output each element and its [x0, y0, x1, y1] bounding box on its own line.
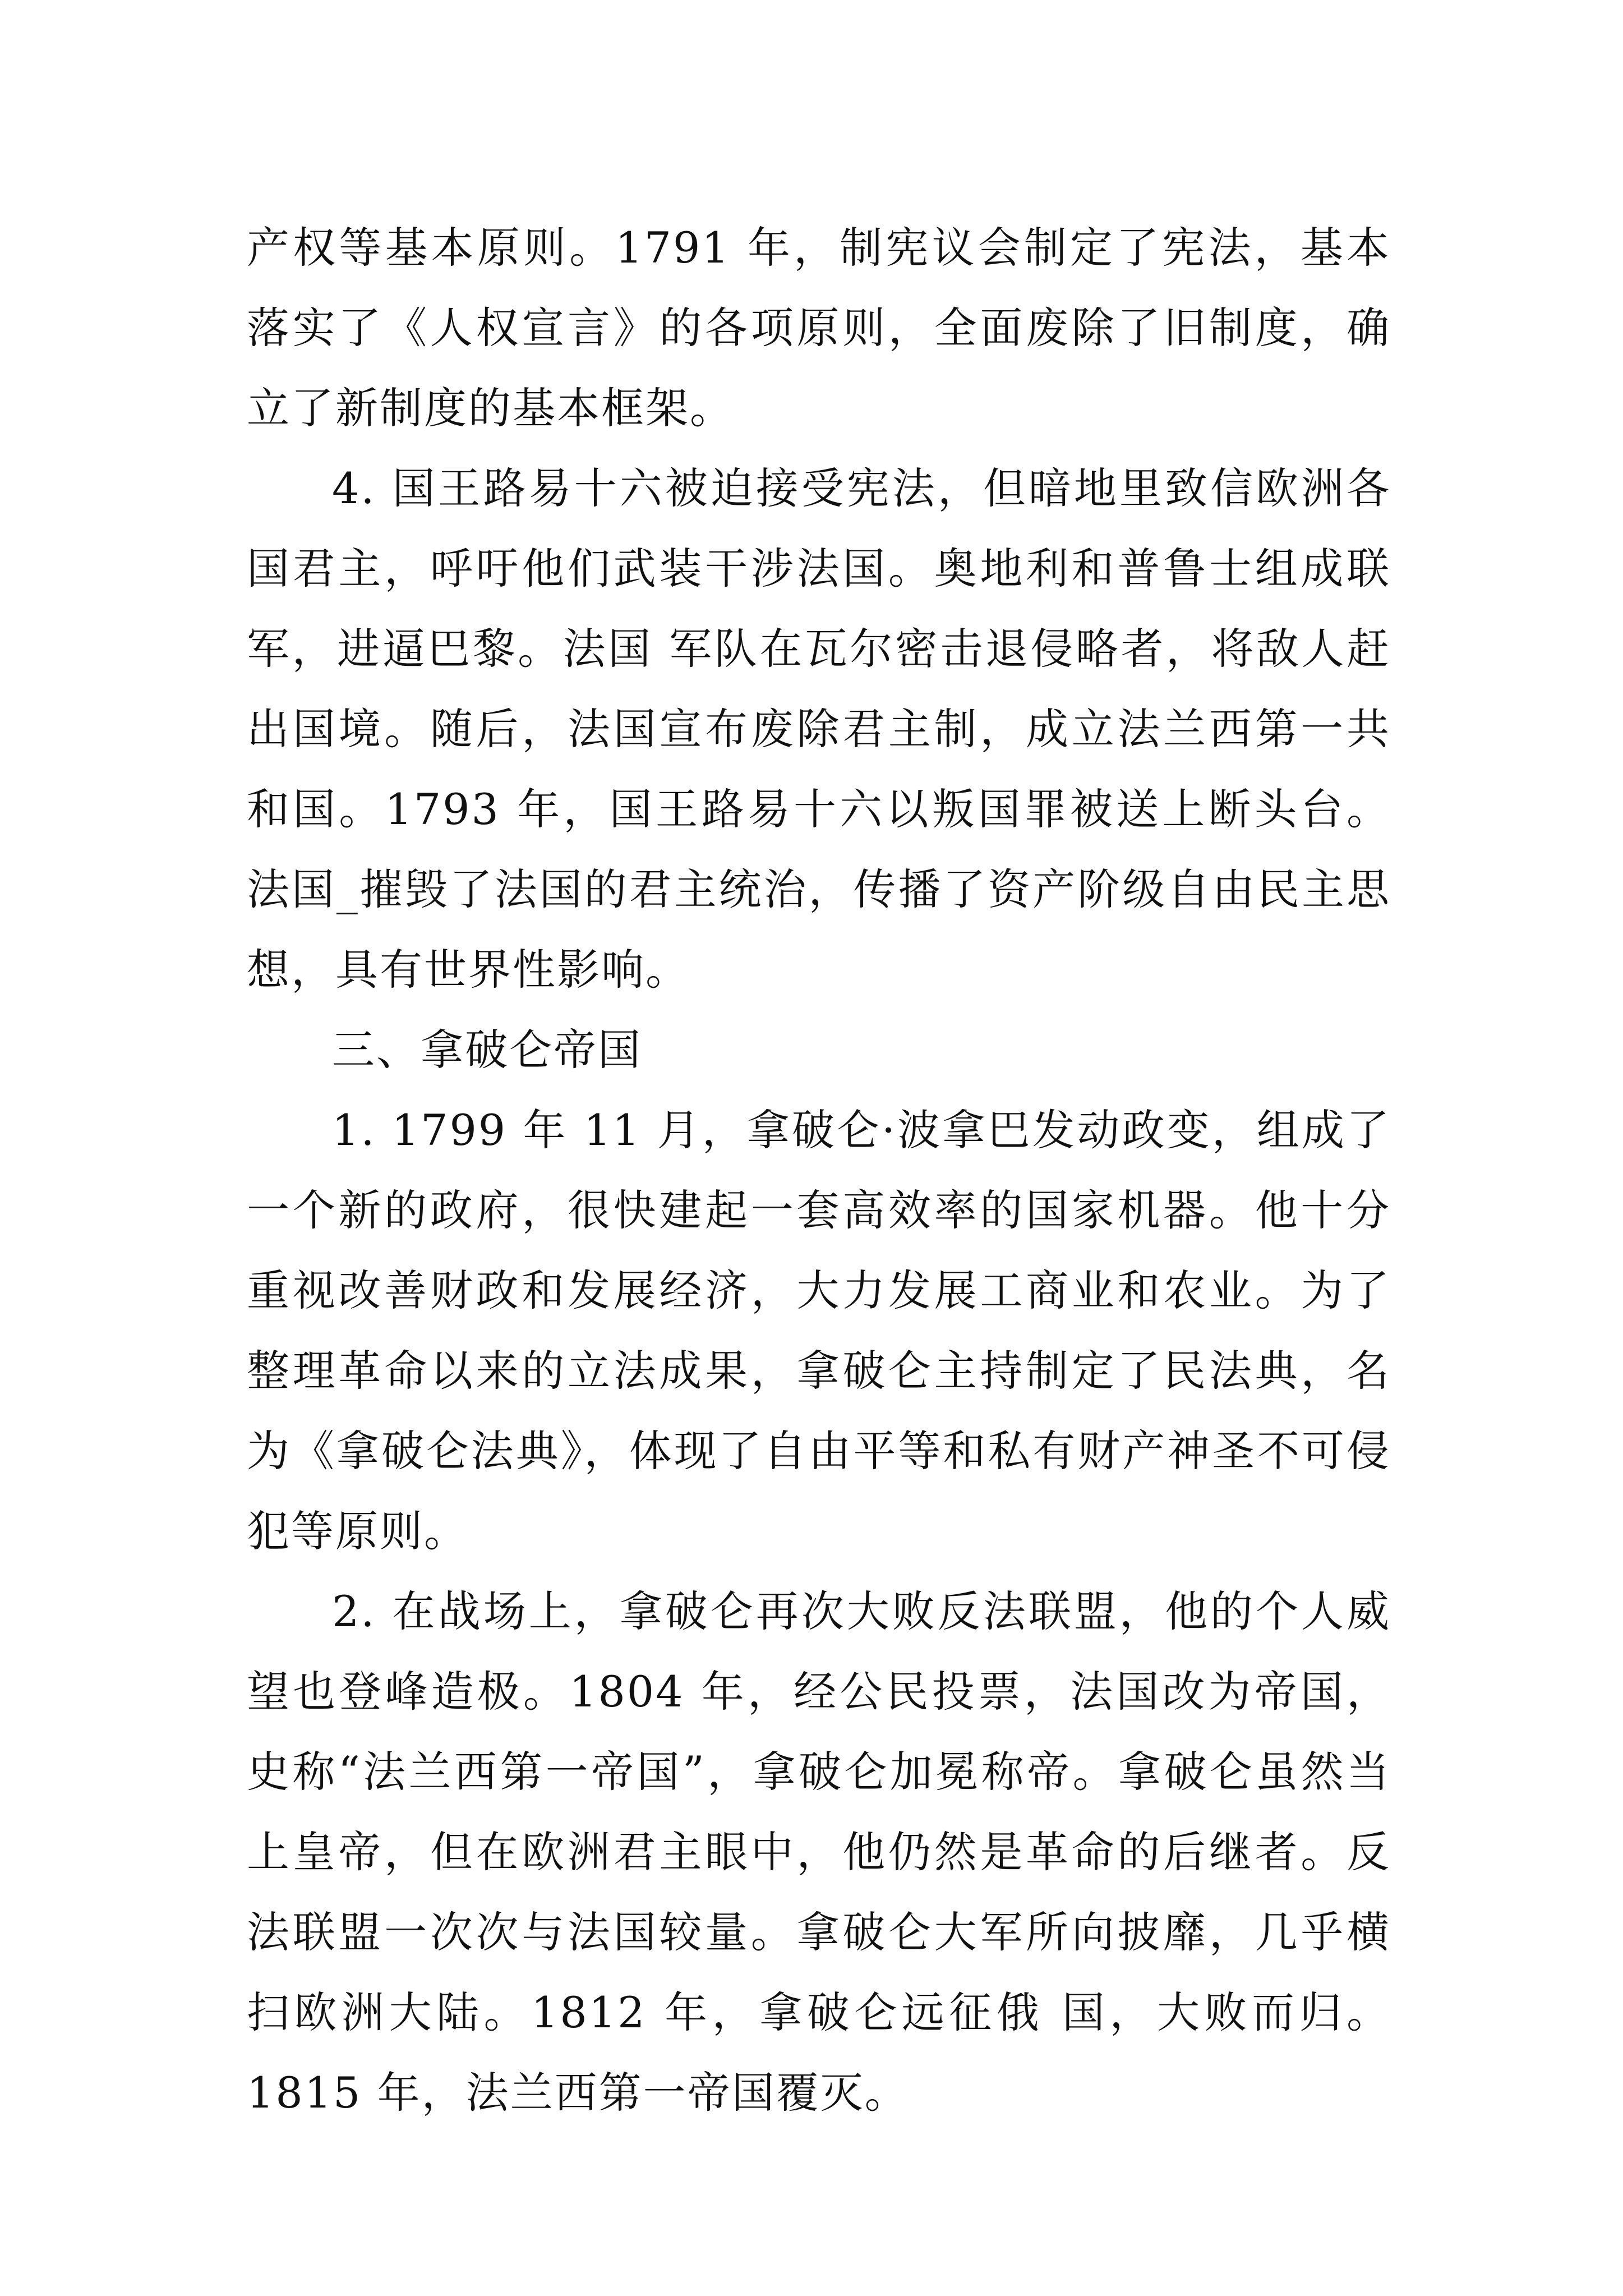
- paragraph-item-1: 1. 1799 年 11 月，拿破仑·波拿巴发动政变，组成了一个新的政府，很快建起一套高效率的国家机器。他十分重视改善财政和发展经济，大力发展工商业和农业。为了整理革命以来的立法成果，拿破仑主持制定了民法典，名为《拿破仑法典》，体现了自由平等和私有财产神圣不可侵犯等原则。: [247, 1105, 1391, 1556]
- paragraph-item-4: 4. 国王路易十六被迫接受宪法，但暗地里致信欧洲各国君主，呼吁他们武装干涉法国。奥地利和普鲁士组成联军，进逼巴黎。法国 军队在瓦尔密击退侵略者，将敌人赶出国境。随后，法国宣布废除君主制，成立法兰西第一共和国。1793 年，国王路易十六以叛国罪被送上断头台。法国_摧毁了法国的君主统治，传播了资产阶级自由民主思想，具有世界性影响。: [247, 463, 1391, 995]
- paragraph-item-2: 2. 在战场上，拿破仑再次大败反法联盟，他的个人威望也登峰造极。1804 年，经公民投票，法国改为帝国，史称“法兰西第一帝国”，拿破仑加冕称帝。拿破仑虽然当上皇帝，但在欧洲君主眼中，他仍然是革命的后继者。反法联盟一次次与法国较量。拿破仑大军所向披靡，几乎横扫欧洲大陆。1812 年，拿破仑远征俄 国，大败而归。1815 年，法兰西第一帝国覆灭。: [247, 1586, 1391, 2118]
- section-heading-napoleon-empire: 三、拿破仑帝国: [332, 1025, 642, 1075]
- paragraph-continuation: 产权等基本原则。1791 年，制宪议会制定了宪法，基本落实了《人权宣言》的各项原则，全面废除了旧制度，确立了新制度的基本框架。: [247, 223, 1391, 433]
- document-body: [247, 208, 1391, 2133]
